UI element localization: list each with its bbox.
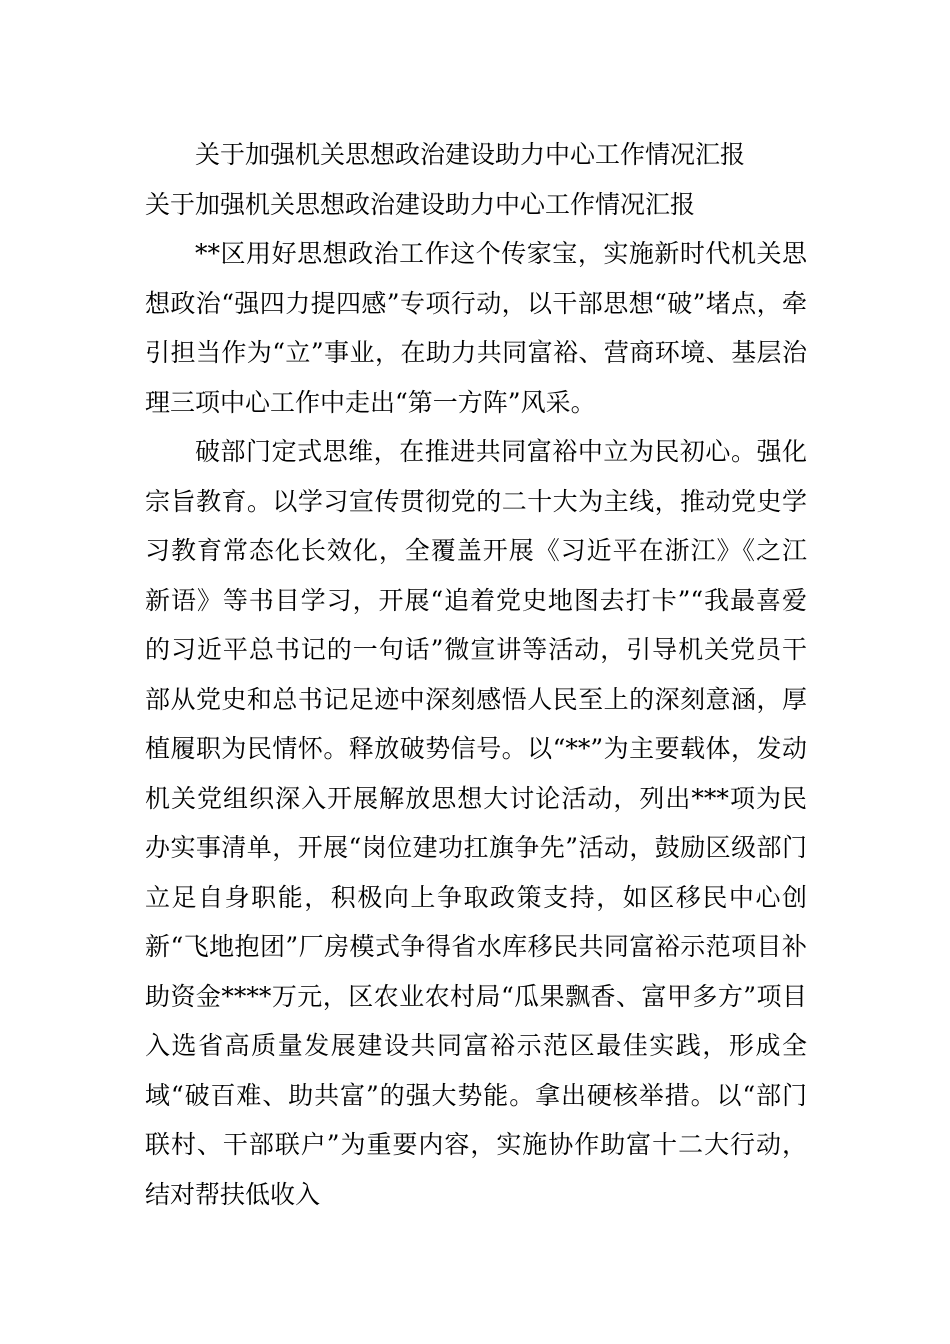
paragraph-body: 破部门定式思维，在推进共同富裕中立为民初心。强化宗旨教育。以学习宣传贯彻党的二十大为主线，推动党史学习教育常态化长效化，全覆盖开展《习近平在浙江》《之江新语》等书目学习，开展“追着党史地图去打卡”“我最喜爱的习近平总书记的一句话”微宣讲等活动，引导机关党员干部从党史和总书记足迹中深刻感悟人民至上的深刻意涵，厚植履职为民情怀。释放破势信号。以“**”为主要载体，发动机关党组织深入开展解放思想大讨论活动，列出***项为民办实事清单，开展“岗位建功扛旗争先”活动，鼓励区级部门立足自身职能，积极向上争取政策支持，如区移民中心创新“飞地抱团”厂房模式争得省水库移民共同富裕示范项目补助资金****万元，区农业农村局“瓜果飘香、富甲多方”项目入选省高质量发展建设共同富裕示范区最佳实践，形成全域“破百难、助共富”的强大势能。拿出硬核举措。以“部门联村、干部联户”为重要内容，实施协作助富十二大行动，结对帮扶低收入 bbox=[145, 437, 807, 1209]
document-subtitle: 关于加强机关思想政治建设助力中心工作情况汇报 bbox=[145, 189, 696, 219]
document-body bbox=[145, 130, 807, 1219]
document-title: 关于加强机关思想政治建设助力中心工作情况汇报 bbox=[195, 140, 746, 169]
paragraph-intro: **区用好思想政治工作这个传家宝，实施新时代机关思想政治“强四力提四感”专项行动，以干部思想“破”堵点，牵引担当作为“立”事业，在助力共同富裕、营商环境、基层治理三项中心工作中走出“第一方阵”风采。 bbox=[145, 239, 807, 417]
